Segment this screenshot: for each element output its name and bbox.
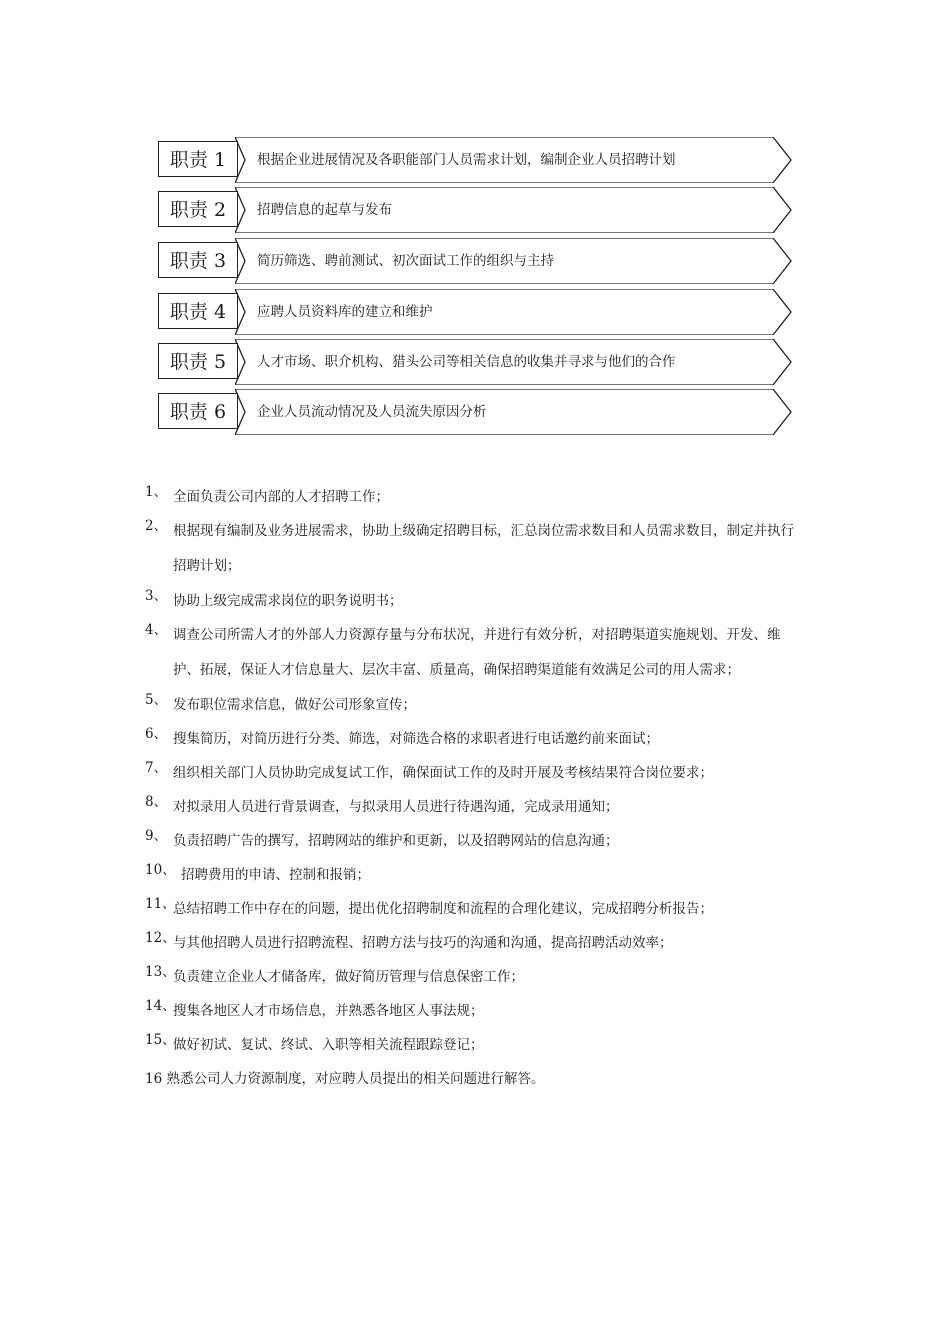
list-text: 发布职位需求信息，做好公司形象宣传； <box>173 697 416 713</box>
list-item <box>145 722 795 756</box>
duty-description: 简历筛选、聘前测试、初次面试工作的组织与主持 <box>257 253 554 269</box>
list-text: 全面负责公司内部的人才招聘工作； <box>173 489 389 505</box>
list-number: 3、 <box>145 588 168 604</box>
list-text: 组织相关部门人员协助完成复试工作，确保面试工作的及时开展及考核结果符合岗位要求； <box>173 765 713 781</box>
list-text: 搜集简历，对简历进行分类、筛选，对筛选合格的求职者进行电话邀约前来面试； <box>173 731 659 747</box>
list-number: 7、 <box>145 760 168 776</box>
list-text: 搜集各地区人才市场信息，并熟悉各地区人事法规； <box>173 1003 484 1019</box>
list-item <box>145 858 795 892</box>
responsibility-list <box>145 480 795 1096</box>
list-item <box>145 514 795 584</box>
list-number: 2、 <box>145 518 168 534</box>
duty-label: 职责 4 <box>158 293 238 329</box>
list-number: 10、 <box>145 862 176 878</box>
list-number: 1、 <box>145 484 168 500</box>
list-number: 9、 <box>145 828 168 844</box>
list-number: 8、 <box>145 794 168 810</box>
duty-description: 企业人员流动情况及人员流失原因分析 <box>257 404 487 420</box>
list-text: 负责建立企业人才储备库，做好简历管理与信息保密工作； <box>173 969 524 985</box>
duty-description: 人才市场、职介机构、猎头公司等相关信息的收集并寻求与他们的合作 <box>257 354 676 370</box>
duty-row <box>0 339 950 387</box>
list-number: 12、 <box>145 930 176 946</box>
list-item <box>145 960 795 994</box>
list-item <box>145 756 795 790</box>
list-number: 5、 <box>145 692 168 708</box>
list-text: 总结招聘工作中存在的问题，提出优化招聘制度和流程的合理化建议，完成招聘分析报告； <box>173 901 713 917</box>
list-text: 做好初试、复试、终试、入职等相关流程跟踪登记； <box>173 1037 484 1053</box>
duty-description: 招聘信息的起草与发布 <box>257 202 392 218</box>
list-item <box>145 926 795 960</box>
duty-label: 职责 5 <box>158 343 238 379</box>
list-text: 对拟录用人员进行背景调查，与拟录用人员进行待遇沟通，完成录用通知； <box>173 799 619 815</box>
list-item <box>145 892 795 926</box>
duty-description: 根据企业进展情况及各职能部门人员需求计划，编制企业人员招聘计划 <box>257 152 676 168</box>
list-number: 6、 <box>145 726 168 742</box>
list-item <box>145 584 795 618</box>
list-number: 13、 <box>145 964 176 980</box>
duty-row <box>0 238 950 286</box>
list-text: 根据现有编制及业务进展需求，协助上级确定招聘目标，汇总岗位需求数目和人员需求数目，制定并执行招聘计划； <box>173 523 794 574</box>
duty-diagram <box>0 0 950 450</box>
duty-row <box>0 389 950 437</box>
duty-description: 应聘人员资料库的建立和维护 <box>257 304 433 320</box>
list-text: 招聘费用的申请、控制和报销； <box>181 867 370 883</box>
duty-label: 职责 1 <box>158 141 238 177</box>
list-item <box>145 1062 795 1096</box>
list-item <box>145 824 795 858</box>
list-item <box>145 480 795 514</box>
list-text: 调查公司所需人才的外部人力资源存量与分布状况，并进行有效分析，对招聘渠道实施规划、开发、维护、拓展，保证人才信息量大、层次丰富、质量高，确保招聘渠道能有效满足公司的用人需求； <box>173 627 781 678</box>
list-item <box>145 790 795 824</box>
duty-row <box>0 289 950 337</box>
list-text: 负责招聘广告的撰写，招聘网站的维护和更新，以及招聘网站的信息沟通； <box>173 833 619 849</box>
list-item <box>145 618 795 688</box>
duty-row <box>0 187 950 235</box>
list-item <box>145 1028 795 1062</box>
list-item <box>145 688 795 722</box>
list-number: 4、 <box>145 622 168 638</box>
list-number: 14、 <box>145 998 176 1014</box>
list-text: 16 熟悉公司人力资源制度，对应聘人员提出的相关问题进行解答。 <box>145 1071 545 1087</box>
duty-label: 职责 3 <box>158 242 238 278</box>
list-number: 15、 <box>145 1032 176 1048</box>
duty-row <box>0 137 950 185</box>
list-text: 与其他招聘人员进行招聘流程、招聘方法与技巧的沟通和沟通，提高招聘活动效率； <box>173 935 673 951</box>
duty-label: 职责 6 <box>158 393 238 429</box>
duty-label: 职责 2 <box>158 191 238 227</box>
list-item <box>145 994 795 1028</box>
list-number: 11、 <box>145 896 176 912</box>
list-text: 协助上级完成需求岗位的职务说明书； <box>173 593 403 609</box>
